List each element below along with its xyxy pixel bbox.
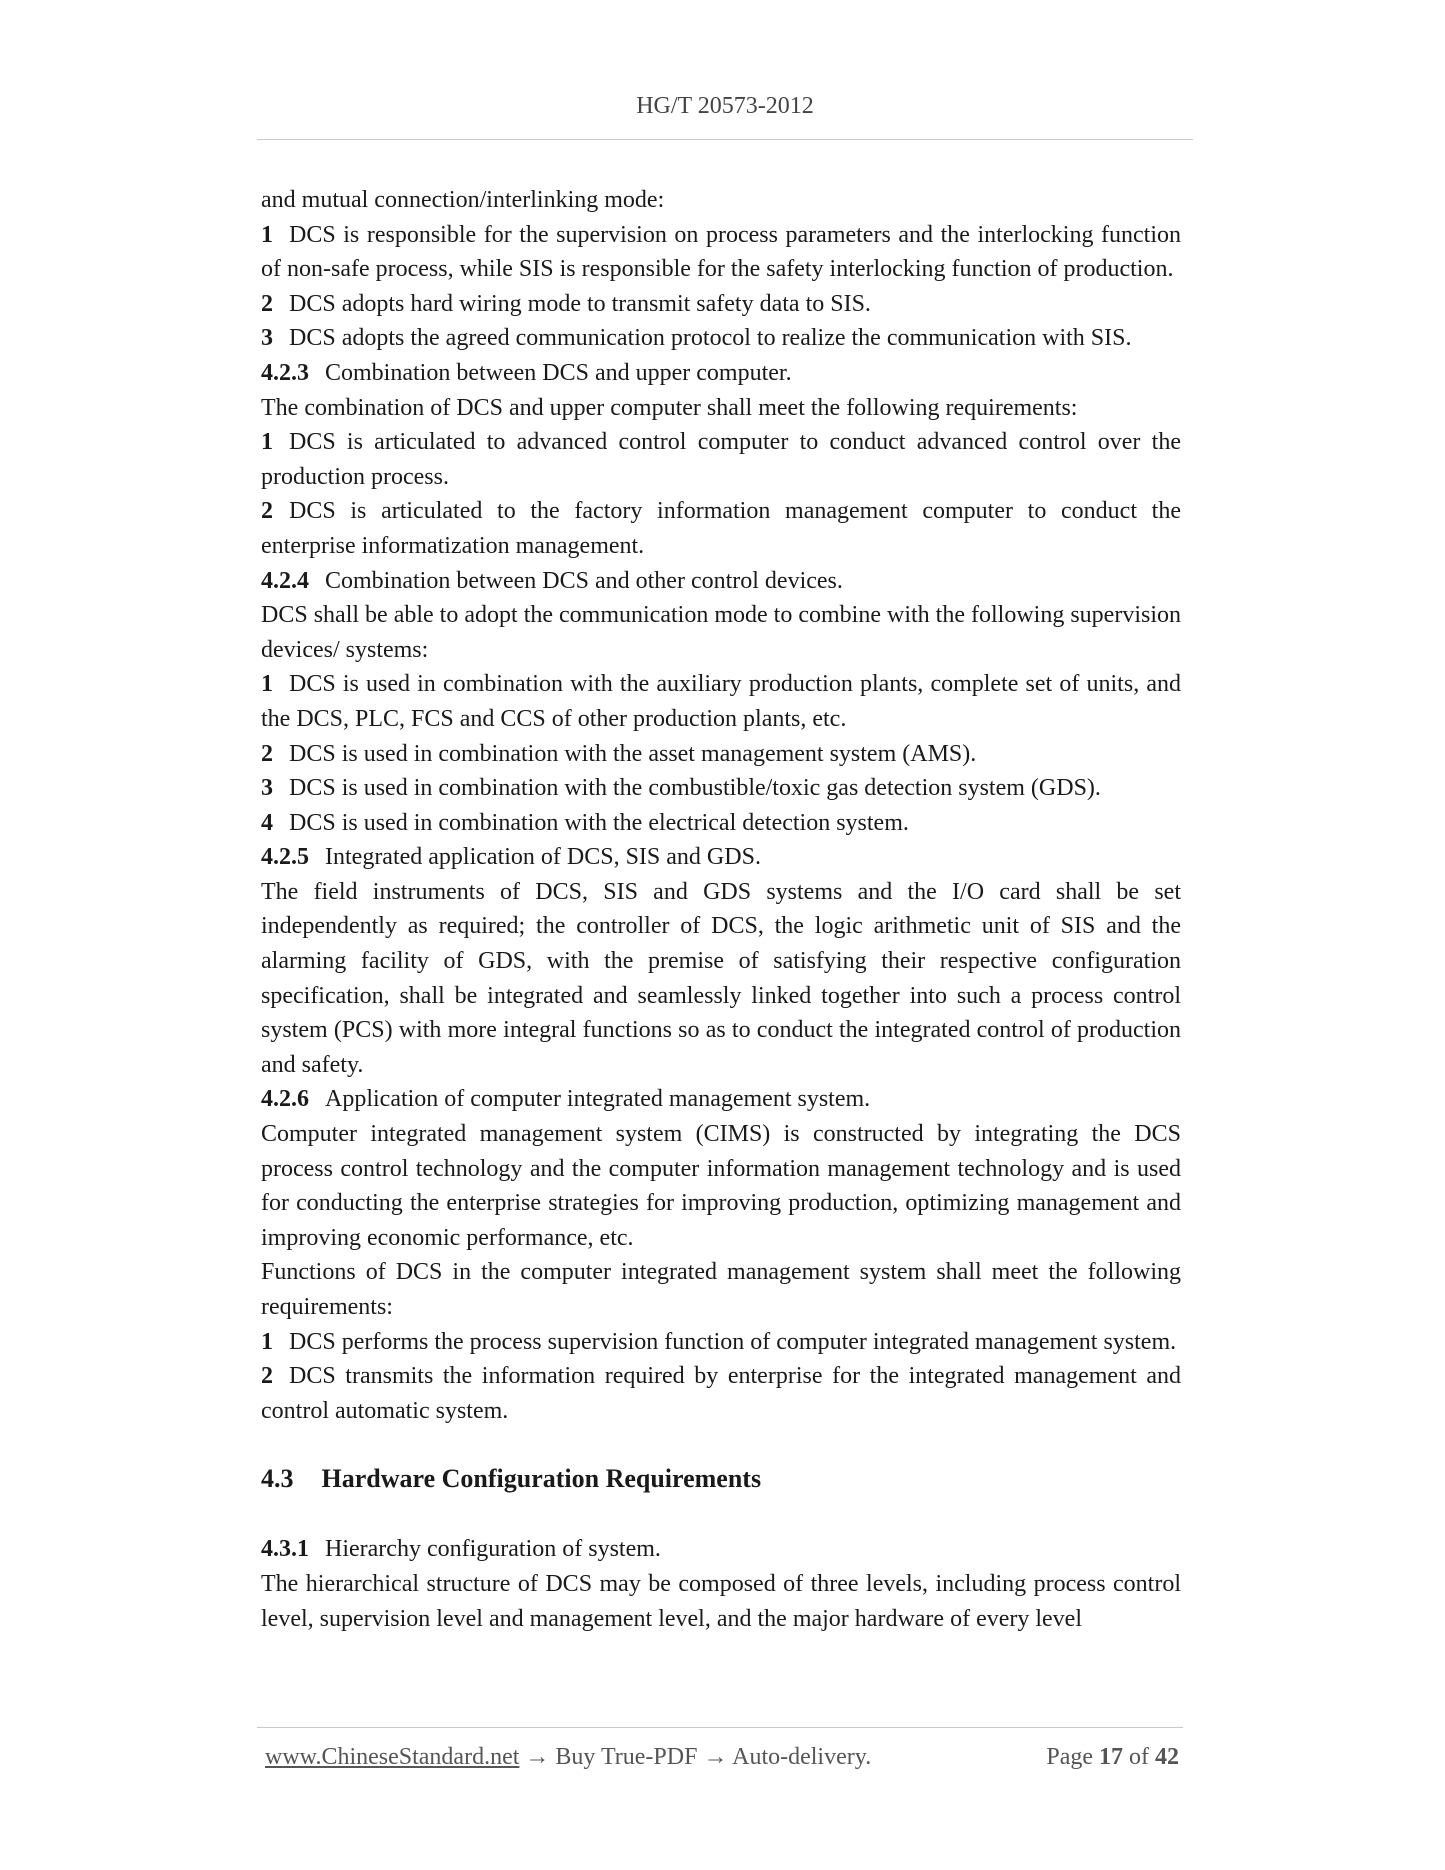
list-item bbox=[261, 287, 1181, 322]
subsection-title: Combination between DCS and upper computer. bbox=[325, 359, 792, 386]
list-item-text: DCS is used in combination with the asset management system (AMS). bbox=[289, 740, 977, 767]
list-item-number: 3 bbox=[261, 775, 273, 802]
subsection-heading-4-3-1 bbox=[261, 1532, 1181, 1567]
list-item bbox=[261, 425, 1181, 494]
subsection-title: Combination between DCS and other control devices. bbox=[325, 567, 843, 594]
list-item-number: 2 bbox=[261, 740, 273, 767]
subsection-number: 4.2.4 bbox=[261, 567, 309, 594]
list-item bbox=[261, 218, 1181, 287]
paragraph-4-2-3: The combination of DCS and upper computer shall meet the following requirements: bbox=[261, 394, 1078, 421]
list-item bbox=[261, 737, 1181, 772]
page-number bbox=[1046, 1744, 1179, 1771]
list-item-text: DCS adopts hard wiring mode to transmit safety data to SIS. bbox=[289, 290, 871, 317]
list-item-number: 4 bbox=[261, 809, 273, 836]
list-item-number: 2 bbox=[261, 290, 273, 317]
list-item-text: DCS is responsible for the supervision on process parameters and the interlocking function of non-safe process, while SIS is responsible for the safety interlocking function of production. bbox=[261, 221, 1181, 283]
section-title: Hardware Configuration Requirements bbox=[321, 1464, 762, 1494]
footer-promo-text: → Buy True-PDF → Auto-delivery. bbox=[519, 1744, 872, 1770]
page-current: 17 bbox=[1099, 1744, 1123, 1770]
of-word: of bbox=[1129, 1744, 1149, 1770]
page-word: Page bbox=[1046, 1744, 1093, 1770]
paragraph-intro: and mutual connection/interlinking mode: bbox=[261, 187, 665, 213]
list-item-number: 1 bbox=[261, 429, 273, 456]
paragraph-4-3-1: The hierarchical structure of DCS may be composed of three levels, including process control level, supervision level and management level, and the major hardware of every level bbox=[261, 1570, 1181, 1632]
paragraph-4-2-5: The field instruments of DCS, SIS and GDS systems and the I/O card shall be set independently as required; the controller of DCS, the logic arithmetic unit of SIS and the alarming facility of GDS, with the premise of satisfying their respective configuration specification, shall be integrated and seamlessly linked together into such a process control system (PCS) with more integral functions so as to conduct the integrated control of production and safety. bbox=[261, 878, 1181, 1078]
list-item-text: DCS is articulated to advanced control computer to conduct advanced control over the production process. bbox=[261, 429, 1181, 490]
list-item bbox=[261, 321, 1181, 356]
footer-promo bbox=[265, 1744, 871, 1771]
subsection-title: Integrated application of DCS, SIS and GDS. bbox=[325, 844, 761, 871]
header-divider bbox=[257, 139, 1193, 140]
list-item-number: 1 bbox=[261, 671, 273, 698]
paragraph-4-2-6-b: Functions of DCS in the computer integrated management system shall meet the following requirements: bbox=[261, 1259, 1181, 1320]
subsection-number: 4.2.6 bbox=[261, 1086, 309, 1113]
paragraph-4-2-6-a: Computer integrated management system (CIMS) is constructed by integrating the DCS process control technology and the computer information management technology and is used for conducting the enterprise strategies for improving production, optimizing management and improving economic performance, etc. bbox=[261, 1121, 1181, 1251]
list-item-text: DCS adopts the agreed communication protocol to realize the communication with SIS. bbox=[289, 325, 1132, 352]
page-header-doc-code: HG/T 20573-2012 bbox=[636, 93, 814, 119]
subsection-number: 4.3.1 bbox=[261, 1536, 309, 1563]
list-item-text: DCS is used in combination with the auxiliary production plants, complete set of units, and the DCS, PLC, FCS and CCS of other production plants, etc. bbox=[261, 671, 1181, 732]
section-number: 4.3 bbox=[261, 1464, 294, 1494]
list-item bbox=[261, 806, 1181, 841]
list-item-text: DCS transmits the information required by enterprise for the integrated management and control automatic system. bbox=[261, 1363, 1181, 1424]
subsection-heading-4-2-5 bbox=[261, 840, 1181, 875]
list-item bbox=[261, 1359, 1181, 1428]
list-item-number: 1 bbox=[261, 1328, 273, 1355]
list-item-text: DCS is articulated to the factory information management computer to conduct the enterprise informatization management. bbox=[261, 498, 1181, 559]
section-heading-4-3 bbox=[261, 1462, 1181, 1496]
list-item-number: 2 bbox=[261, 498, 273, 525]
subsection-heading-4-2-3 bbox=[261, 356, 1181, 391]
list-item-number: 3 bbox=[261, 325, 273, 352]
subsection-heading-4-2-6 bbox=[261, 1082, 1181, 1117]
subsection-heading-4-2-4 bbox=[261, 564, 1181, 599]
list-item-text: DCS is used in combination with the electrical detection system. bbox=[289, 809, 909, 836]
list-item bbox=[261, 771, 1181, 806]
document-body bbox=[261, 183, 1181, 1636]
subsection-title: Hierarchy configuration of system. bbox=[325, 1536, 661, 1563]
list-item-number: 1 bbox=[261, 221, 273, 248]
list-item-text: DCS performs the process supervision function of computer integrated management system. bbox=[289, 1328, 1177, 1355]
footer-divider bbox=[257, 1727, 1183, 1728]
list-item-text: DCS is used in combination with the combustible/toxic gas detection system (GDS). bbox=[289, 775, 1101, 802]
subsection-number: 4.2.5 bbox=[261, 844, 309, 871]
list-item bbox=[261, 494, 1181, 563]
site-link[interactable]: www.ChineseStandard.net bbox=[265, 1744, 520, 1770]
page-total: 42 bbox=[1155, 1744, 1179, 1770]
list-item bbox=[261, 1325, 1181, 1360]
list-item bbox=[261, 667, 1181, 736]
subsection-number: 4.2.3 bbox=[261, 359, 309, 386]
paragraph-4-2-4: DCS shall be able to adopt the communication mode to combine with the following supervision devices/ systems: bbox=[261, 602, 1181, 663]
subsection-title: Application of computer integrated management system. bbox=[325, 1086, 871, 1113]
list-item-number: 2 bbox=[261, 1363, 273, 1390]
